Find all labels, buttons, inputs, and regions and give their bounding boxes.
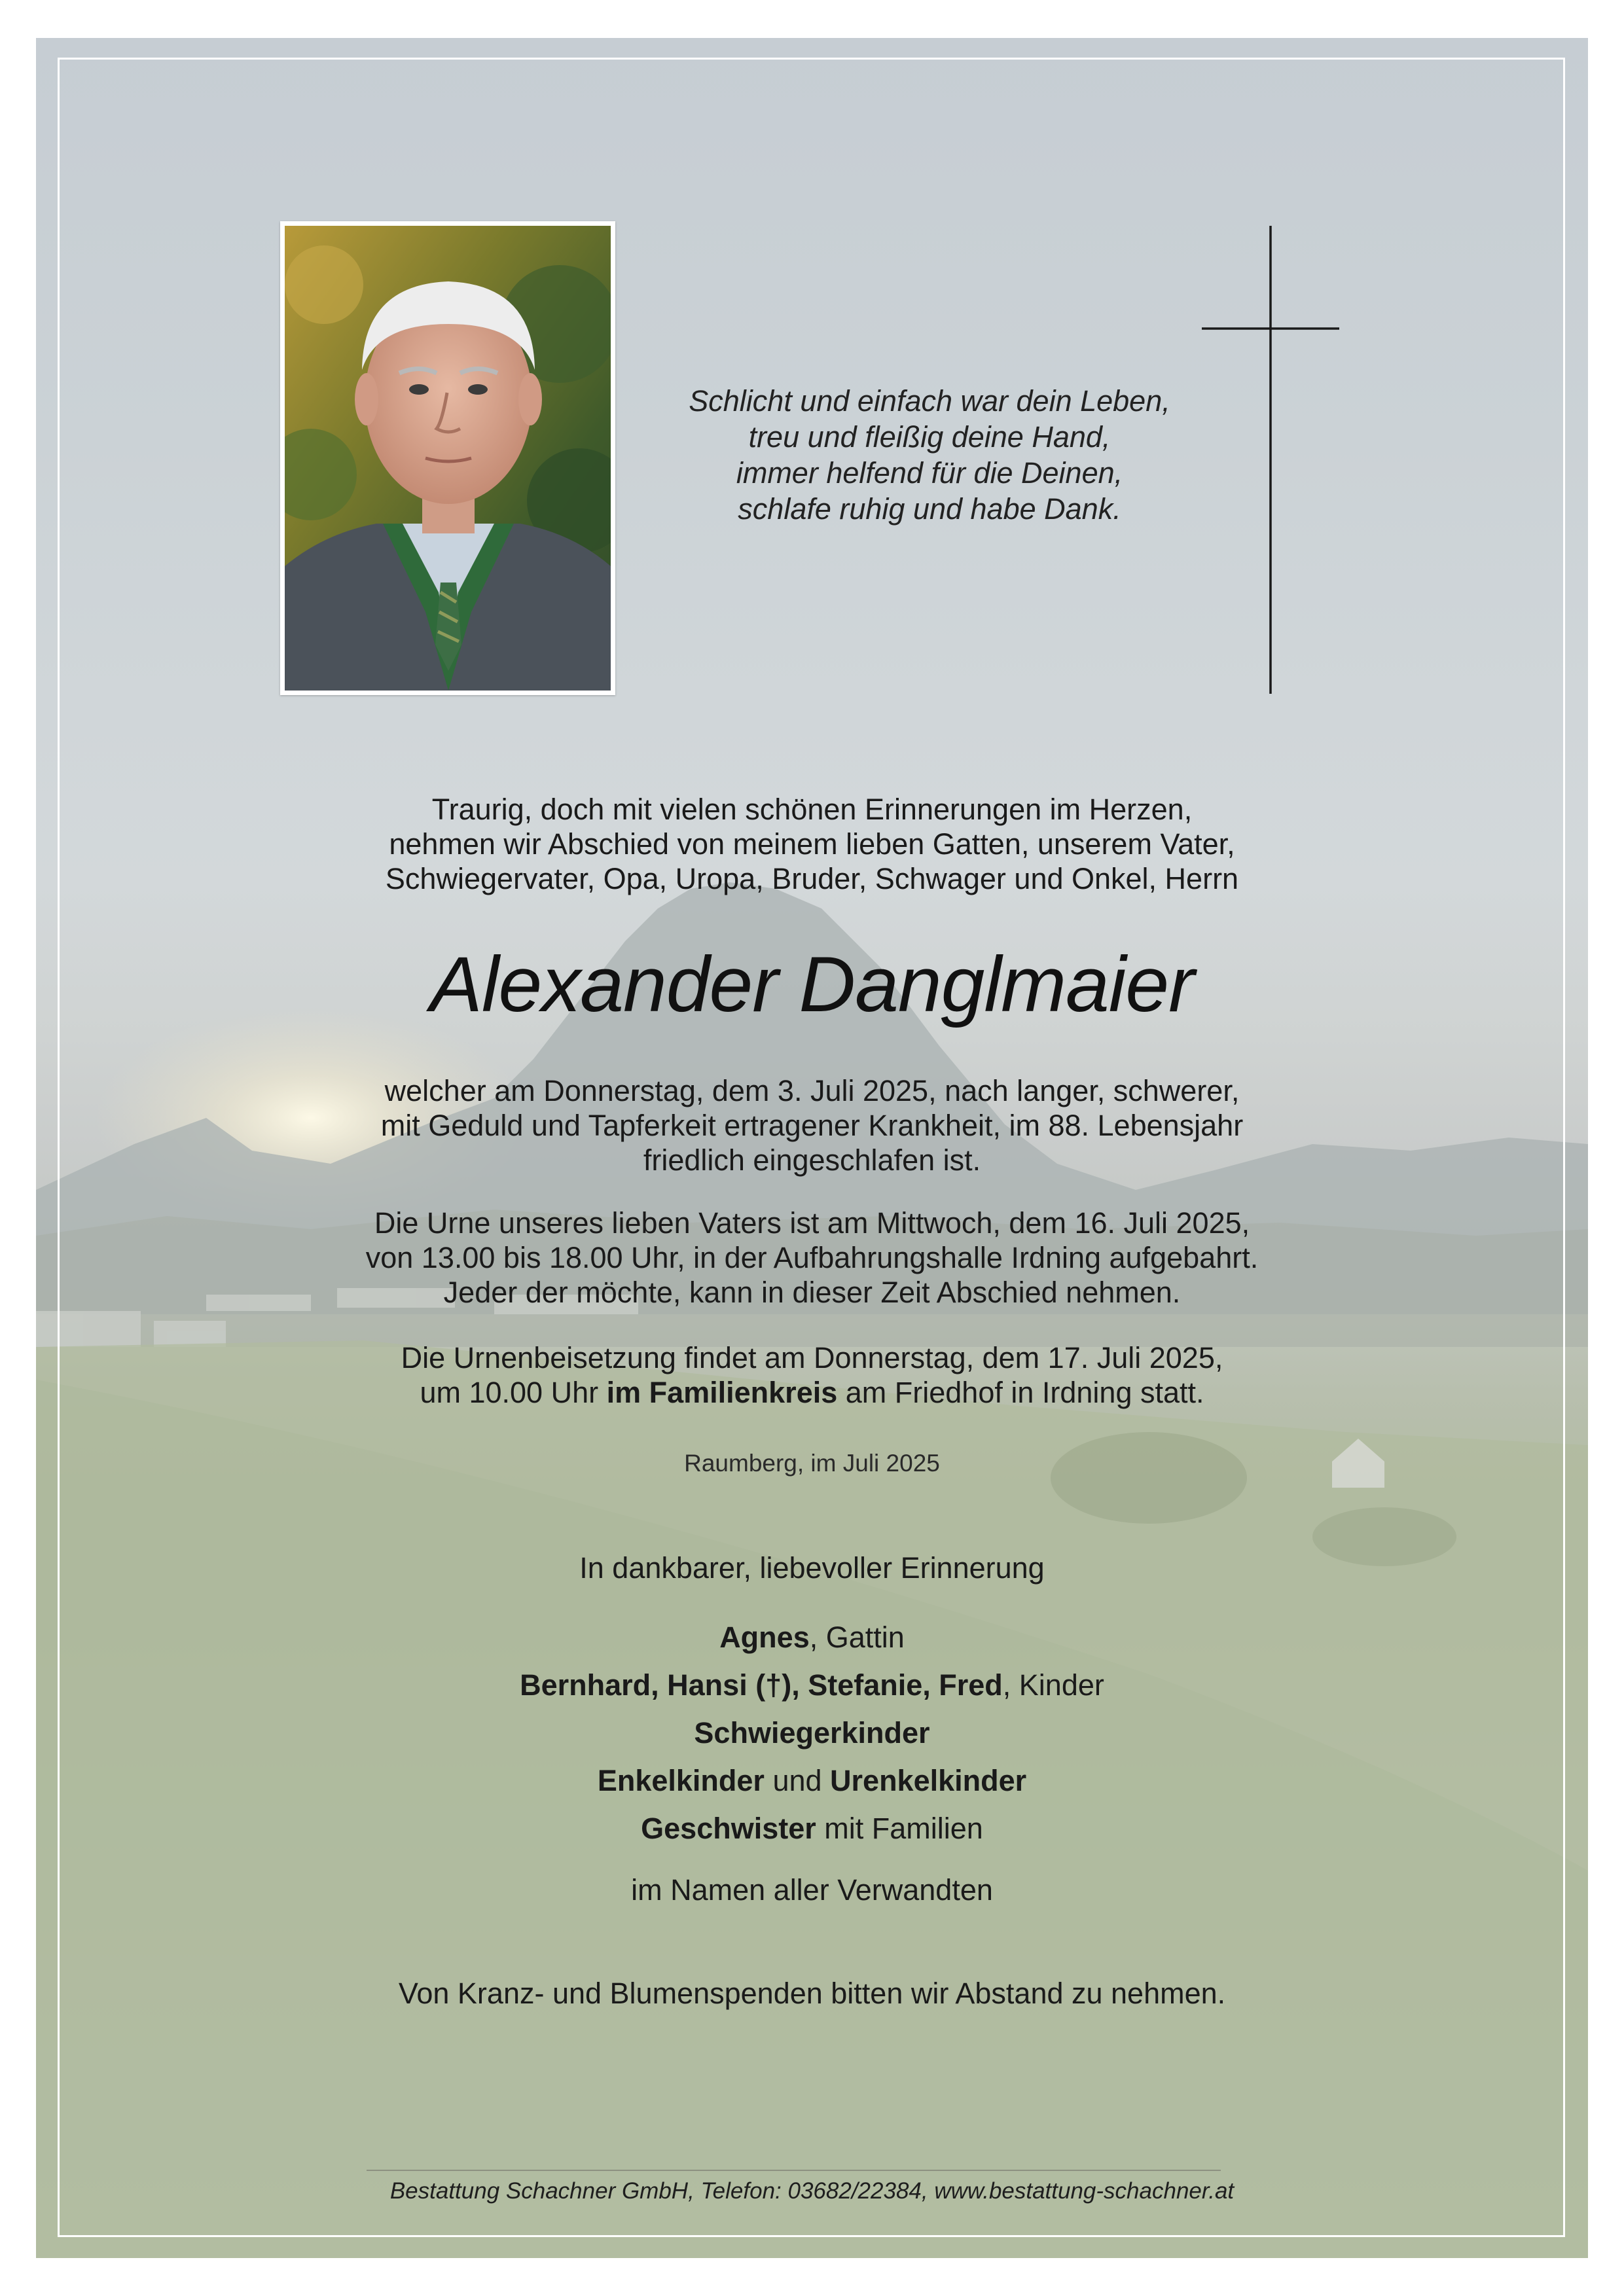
intro-text <box>0 792 1624 896</box>
mourner-name: Enkelkinder <box>597 1764 765 1797</box>
intro-line: Traurig, doch mit vielen schönen Erinnerungen im Herzen, <box>431 793 1193 826</box>
memorial-verse <box>628 383 1231 527</box>
death-line: mit Geduld und Tapferkeit ertragener Krankheit, im 88. Lebensjahr <box>380 1109 1244 1142</box>
burial-line <box>0 1375 1624 1410</box>
death-line: welcher am Donnerstag, dem 3. Juli 2025, nach langer, schwerer, <box>384 1074 1240 1107</box>
mourner-row <box>0 1709 1624 1757</box>
portrait-photo <box>280 221 615 695</box>
place-date: Raumberg, im Juli 2025 <box>684 1450 940 1477</box>
burial-line: Die Urnenbeisetzung findet am Donnerstag, dem 17. Juli 2025, <box>401 1341 1223 1374</box>
mourner-name: Geschwister <box>641 1812 816 1845</box>
mourner-relation: , Gattin <box>809 1621 905 1654</box>
viewing-line: Die Urne unseres lieben Vaters ist am Mittwoch, dem 16. Juli 2025, <box>374 1206 1250 1240</box>
mourner-relation: , Kinder <box>1002 1668 1104 1702</box>
viewing-line: von 13.00 bis 18.00 Uhr, in der Aufbahrungshalle Irdning aufgebahrt. <box>365 1241 1259 1274</box>
mourner-row <box>0 1613 1624 1661</box>
viewing-info <box>0 1206 1624 1310</box>
mourner-name: Schwiegerkinder <box>694 1716 930 1749</box>
burial-location: am Friedhof in Irdning statt. <box>837 1376 1204 1409</box>
burial-private-note: im Familienkreis <box>606 1376 838 1409</box>
portrait-image <box>285 226 611 691</box>
mourner-name: Urenkelkinder <box>830 1764 1027 1797</box>
relatives-line: im Namen aller Verwandten <box>631 1873 993 1907</box>
death-line: friedlich eingeschlafen ist. <box>643 1143 981 1177</box>
verse-line: Schlicht und einfach war dein Leben, <box>689 384 1170 418</box>
mourner-row <box>0 1661 1624 1709</box>
intro-line: Schwiegervater, Opa, Uropa, Bruder, Schwager und Onkel, Herrn <box>385 862 1239 895</box>
mourners-list <box>0 1613 1624 1852</box>
thanks-line: In dankbarer, liebevoller Erinnerung <box>579 1551 1045 1585</box>
funeral-home-footer: Bestattung Schachner GmbH, Telefon: 03682/22384, www.bestattung-schachner.at <box>389 2178 1235 2204</box>
mourner-name: Agnes <box>719 1621 810 1654</box>
mourner-relation: mit Familien <box>816 1812 983 1845</box>
mourner-name: Bernhard, Hansi (†), Stefanie, Fred <box>520 1668 1003 1702</box>
death-announcement <box>0 1073 1624 1177</box>
verse-line: immer helfend für die Deinen, <box>736 456 1123 490</box>
deceased-name: Alexander Danglmaier <box>429 941 1195 1028</box>
viewing-line: Jeder der möchte, kann in dieser Zeit Abschied nehmen. <box>443 1276 1181 1309</box>
donation-note: Von Kranz- und Blumenspenden bitten wir Abstand zu nehmen. <box>398 1977 1226 2010</box>
mourner-row <box>0 1804 1624 1852</box>
footer-divider <box>367 2170 1221 2171</box>
mourner-row <box>0 1757 1624 1804</box>
mourner-conjunction: und <box>764 1764 831 1797</box>
intro-line: nehmen wir Abschied von meinem lieben Gatten, unserem Vater, <box>389 827 1235 861</box>
verse-line: schlafe ruhig und habe Dank. <box>738 492 1121 526</box>
burial-time: um 10.00 Uhr <box>420 1376 607 1409</box>
burial-info <box>0 1340 1624 1410</box>
verse-line: treu und fleißig deine Hand, <box>748 420 1111 454</box>
